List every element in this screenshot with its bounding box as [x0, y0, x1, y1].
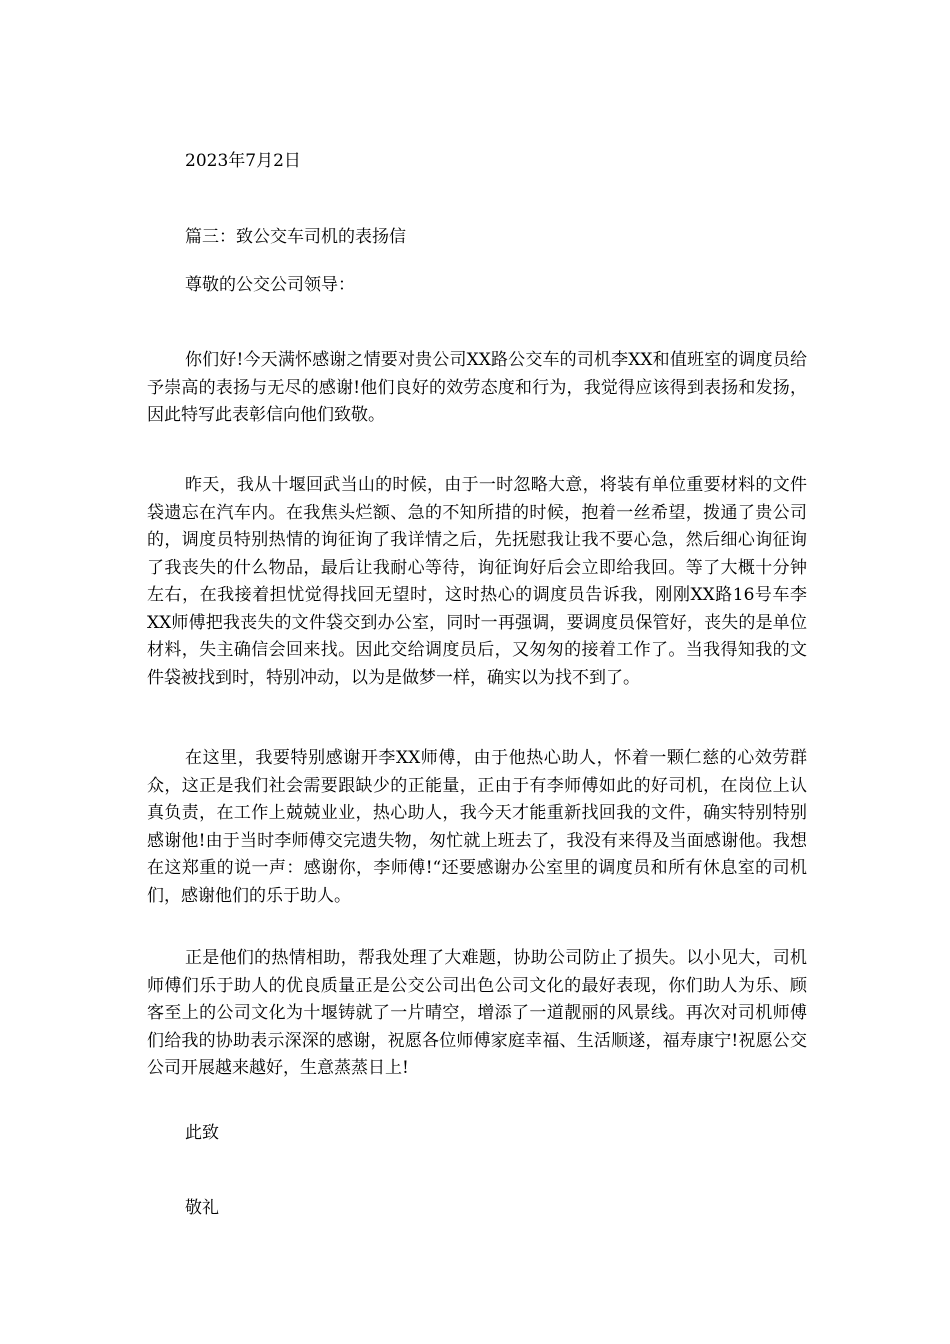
- closing-jingli: 敬礼: [185, 1198, 219, 1218]
- letter-date: 2023年7月2日: [185, 151, 301, 171]
- paragraph-greeting: 你们好!今天满怀感谢之情要对贵公司XX路公交车的司机李XX和值班室的调度员给予崇高的表扬与无尽的感谢!他们良好的效劳态度和行为，我觉得应该得到表扬和发扬，因此特写此表彰信向他们致敬。: [147, 350, 807, 425]
- section-title: 篇三：致公交车司机的表扬信: [185, 227, 406, 247]
- paragraph-incident: 昨天，我从十堰回武当山的时候，由于一时忽略大意，将装有单位重要材料的文件袋遗忘在汽车内。在我焦头烂额、急的不知所措的时候，抱着一丝希望，拨通了贵公司的，调度员特别热情的询征询了我详情之后，先抚慰我让我不要心急，然后细心询征询了我丧失的什么物品，最后让我耐心等待，询征询好后会立即给我回。等了大概十分钟左右，在我接着担忧觉得找回无望时，这时热心的调度员告诉我，刚刚XX路16号车李XX师傅把我丧失的文件袋交到办公室，同时一再强调，要调度员保管好，丧失的是单位材料，失主确信会回来找。因此交给调度员后，又匆匆的接着工作了。当我得知我的文件袋被找到时，特别冲动，以为是做梦一样，确实以为找不到了。: [147, 475, 807, 688]
- paragraph-conclusion: 正是他们的热情相助，帮我处理了大难题，协助公司防止了损失。以小见大，司机师傅们乐于助人的优良质量正是公交公司出色公司文化的最好表现，你们助人为乐、顾客至上的公司文化为十堰铸就了一片晴空，增添了一道靓丽的风景线。再次对司机师傅们给我的协助表示深深的感谢，祝愿各位师傅家庭幸福、生活顺遂，福寿康宁!祝愿公交公司开展越来越好，生意蒸蒸日上!: [147, 948, 807, 1078]
- paragraph-thanks: 在这里，我要特别感谢开李XX师傅，由于他热心助人，怀着一颗仁慈的心效劳群众，这正是我们社会需要跟缺少的正能量，正由于有李师傅如此的好司机，在岗位上认真负责，在工作上兢兢业业，热心助人，我今天才能重新找回我的文件，确实特别特别感谢他!由于当时李师傅交完遗失物，匆忙就上班去了，我没有来得及当面感谢他。我想在这郑重的说一声：感谢你，李师傅!“还要感谢办公室里的调度员和所有休息室的司机们，感谢他们的乐于助人。: [147, 748, 807, 906]
- salutation: 尊敬的公交公司领导：: [185, 275, 355, 295]
- closing-cizhi: 此致: [185, 1123, 219, 1143]
